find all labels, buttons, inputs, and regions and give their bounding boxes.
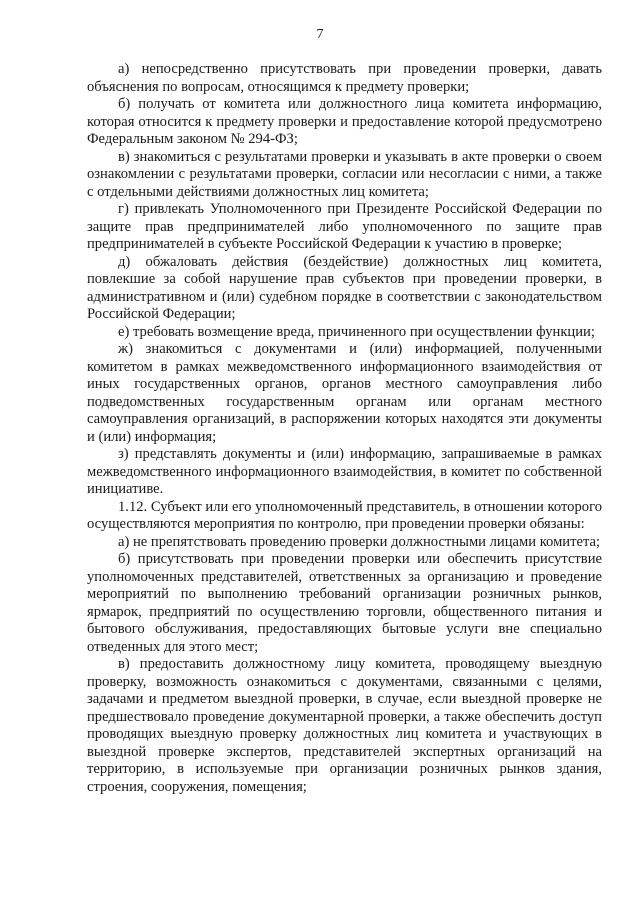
paragraph-v-provide-access: в) предоставить должностному лицу комитета, проводящему выездную проверку, возможность ознакомиться с документами, связанными с целями, задачами и предметом выездной проверки, в случае, если выездной проверке не предшествовало проведение документарной проверки, а также обеспечить доступ проводящих выездную проверку должностных лиц комитета и участвующих в выездной проверке экспертов, представителей экспертных организаций на территорию, в используемые при организации розничных рынков здания, строения, сооружения, помещения;: [87, 656, 602, 795]
paragraph-1-12-obligations: 1.12. Субъект или его уполномоченный представитель, в отношении которого осуществляются мероприятия по контролю, при проведении проверки обязаны:: [87, 498, 602, 532]
paragraph-e-claim-damages: е) требовать возмещение вреда, причиненного при осуществлении функции;: [118, 323, 595, 340]
document-body: [87, 61, 602, 796]
paragraph-g-involve-ombudsman: г) привлекать Уполномоченного при Президенте Российской Федерации по защите прав предпринимателей либо уполномоченного по защите прав предпринимателей в субъекте Российской Федерации к участию в проверке;: [87, 201, 602, 252]
paragraph-d-appeal-actions: д) обжаловать действия (бездействие) должностных лиц комитета, повлекшие за собой нарушение прав субъектов при проведении проверки, в административном и (или) судебном порядке в соответствии с законодательством Российской Федерации;: [87, 253, 602, 322]
paragraph-b-ensure-presence: б) присутствовать при проведении проверки или обеспечить присутствие уполномоченных представителей, ответственных за организацию и проведение мероприятий по выполнению требований организации розничных рынков, ярмарок, предприятий по осуществлению торговли, общественного питания и бытового обслуживания, предоставляющих бытовые услуги вне специально отведенных для этого мест;: [87, 551, 602, 655]
page-number: 7: [316, 27, 324, 42]
paragraph-b-receive-information: б) получать от комитета или должностного лица комитета информацию, которая относится к предмету проверки и предоставление которой предусмотрено Федеральным законом № 294-ФЗ;: [87, 96, 602, 147]
paragraph-a-not-obstruct: а) не препятствовать проведению проверки должностными лицами комитета;: [118, 533, 601, 550]
paragraph-zh-review-documents: ж) знакомиться с документами и (или) информацией, полученными комитетом в рамках межведомственного информационного взаимодействия от иных государственных органов, органов местного самоуправления либо подведомственных государственным органам или органам местного самоуправления организаций, в распоряжении которых находятся эти документы и (или) информация;: [87, 341, 602, 445]
paragraph-v-review-results: в) знакомиться с результатами проверки и указывать в акте проверки о своем ознакомлении с результатами проверки, согласии или несогласии с ними, а также с отдельными действиями должностных лиц комитета;: [87, 148, 602, 200]
paragraph-a-be-present: а) непосредственно присутствовать при проведении проверки, давать объяснения по вопросам, относящимся к предмету проверки;: [87, 61, 602, 95]
paragraph-z-submit-documents: з) представлять документы и (или) информацию, запрашиваемые в рамках межведомственного информационного взаимодействия, в комитет по собственной инициативе.: [87, 446, 602, 497]
